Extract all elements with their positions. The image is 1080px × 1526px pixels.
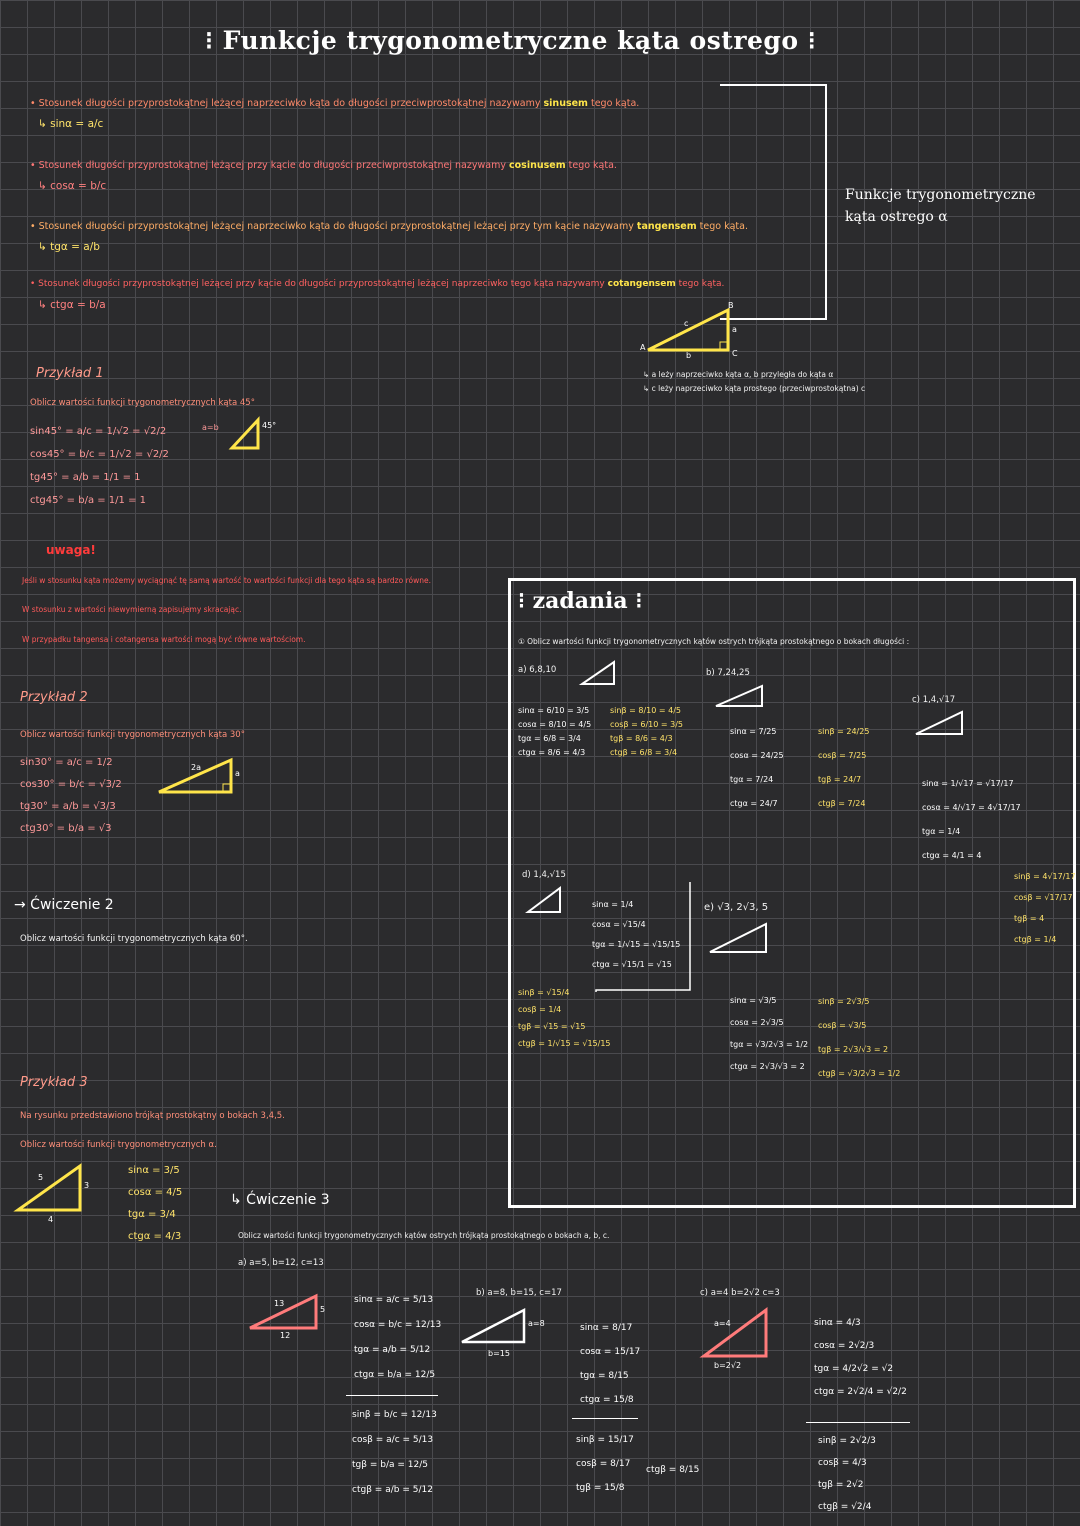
definition-tangent: • Stosunek długości przyprostokątnej leżącej naprzeciwko kąta do długości przyprostokątnej leżącej przy tym kącie nazywamy tangensem tego kąta. bbox=[30, 221, 748, 232]
svg-text:45°: 45° bbox=[262, 421, 277, 430]
zadanie-a-triangle bbox=[578, 658, 628, 690]
example1-note: W przypadku tangensa i cotangensa wartości mogą być równe wartościom. bbox=[22, 635, 306, 644]
svg-text:b=2√2: b=2√2 bbox=[714, 1361, 742, 1370]
exercise3-a-label: a) a=5, b=12, c=13 bbox=[238, 1258, 324, 1268]
zadanie-d-alpha: sinα = 1/4 cosα = √15/4 tgα = 1/√15 = √15/15 ctgα = √15/1 = √15 bbox=[592, 900, 681, 969]
example2-heading: Przykład 2 bbox=[20, 690, 88, 705]
svg-text:B: B bbox=[728, 301, 734, 310]
zadanie-c-triangle bbox=[912, 708, 972, 740]
exercise3-b-alpha: sinα = 8/17 cosα = 15/17 tgα = 8/15 ctgα = 15/8 bbox=[580, 1323, 641, 1405]
zadanie-b-alpha: sinα = 7/25 cosα = 24/25 tgα = 7/24 ctgα = 24/7 bbox=[730, 727, 784, 808]
definition-keyword: sinusem bbox=[543, 98, 588, 109]
example1-note: Jeśli w stosunku kąta możemy wyciągnąć tę samą wartość to wartości funkcji dla tego kąta są bardzo równe. bbox=[22, 576, 431, 585]
svg-text:5: 5 bbox=[38, 1173, 44, 1182]
svg-text:13: 13 bbox=[274, 1299, 285, 1308]
example3-heading: Przykład 3 bbox=[20, 1075, 88, 1090]
svg-text:5: 5 bbox=[320, 1305, 326, 1314]
example1-triangle bbox=[202, 412, 277, 457]
formula-cotangent: ↳ ctgα = b/a bbox=[38, 299, 106, 311]
example2-values: sin30° = a/c = 1/2 cos30° = b/c = √3/2 tg30° = a/b = √3/3 ctg30° = b/a = √3 bbox=[20, 757, 122, 834]
example3-triangle bbox=[14, 1158, 104, 1228]
svg-text:a=8: a=8 bbox=[528, 1319, 545, 1328]
exercise3-b-extra: ctgβ = 8/15 bbox=[646, 1465, 700, 1475]
svg-text:b: b bbox=[686, 351, 692, 360]
side-label: Funkcje trygonometryczne kąta ostrego α bbox=[845, 187, 1036, 225]
zadanie-d-beta: sinβ = √15/4 cosβ = 1/4 tgβ = √15 = √15 ctgβ = 1/√15 = √15/15 bbox=[518, 988, 611, 1048]
svg-text:c: c bbox=[684, 319, 689, 328]
exercise3-a-alpha: sinα = a/c = 5/13 cosα = b/c = 12/13 tgα = a/b = 5/12 ctgα = b/a = 12/5 bbox=[354, 1295, 442, 1380]
exercise3-a-divider bbox=[346, 1395, 438, 1396]
example3-task2: Oblicz wartości funkcji trygonometrycznych α. bbox=[20, 1140, 217, 1150]
triangle-note: ↳ a leży naprzeciwko kąta α, b przyległa do kąta α bbox=[643, 370, 834, 379]
definition-tail: tego kąta. bbox=[568, 160, 617, 171]
zadania-title: zadania bbox=[532, 588, 628, 614]
zadanie-c-beta: sinβ = 4√17/17 cosβ = √17/17 tgβ = 4 ctgβ = 1/4 bbox=[1014, 872, 1076, 944]
zadanie-e-label: e) √3, 2√3, 5 bbox=[704, 902, 769, 913]
definition-cotangent: • Stosunek długości przyprostokątnej leżącej przy kącie do długości przyprostokątnej leżącej naprzeciwko tego kąta nazywamy cotangensem tego kąta. bbox=[30, 279, 725, 289]
definition-tail: tego kąta. bbox=[678, 279, 725, 289]
sparkle-icon: ⁝ bbox=[518, 588, 533, 614]
definition-cosine: • Stosunek długości przyprostokątnej leżącej przy kącie do długości przeciwprostokątnej nazywamy cosinusem tego kąta. bbox=[30, 160, 617, 171]
definition-text: Stosunek długości przyprostokątnej leżącej przy kącie do długości przeciwprostokątnej nazywamy bbox=[38, 160, 506, 171]
example1-note: W stosunku z wartości niewymierną zapisujemy skracając. bbox=[22, 605, 242, 614]
svg-text:a: a bbox=[235, 769, 240, 778]
example3-values: sinα = 3/5 cosα = 4/5 tgα = 3/4 ctgα = 4/3 bbox=[128, 1165, 183, 1242]
sparkle-icon: ⁝ bbox=[205, 26, 223, 55]
exercise3-c-triangle bbox=[700, 1304, 800, 1370]
svg-text:b=15: b=15 bbox=[488, 1349, 510, 1358]
title-text: Funkcje trygonometryczne kąta ostrego bbox=[222, 26, 799, 55]
zadania-task: ① Oblicz wartości funkcji trygonometrycznych kątów ostrych trójkąta prostokątnego o bokach długości : bbox=[518, 637, 910, 646]
example1-task: Oblicz wartości funkcji trygonometrycznych kąta 45° bbox=[30, 398, 255, 408]
exercise3-a-beta: sinβ = b/c = 12/13 cosβ = a/c = 5/13 tgβ = b/a = 12/5 ctgβ = a/b = 5/12 bbox=[352, 1410, 437, 1495]
zadanie-a-label: a) 6,8,10 bbox=[518, 665, 557, 675]
zadanie-d-divider bbox=[596, 882, 696, 992]
exercise3-b-divider bbox=[572, 1418, 638, 1419]
exercise3-c-alpha: sinα = 4/3 cosα = 2√2/3 tgα = 4/2√2 = √2 ctgα = 2√2/4 = √2/2 bbox=[814, 1318, 907, 1397]
definition-text: Stosunek długości przyprostokątnej leżącej naprzeciwko kąta do długości przeciwprostokątnej nazywamy bbox=[38, 98, 541, 109]
exercise2-task: Oblicz wartości funkcji trygonometrycznych kąta 60°. bbox=[20, 934, 248, 944]
svg-text:12: 12 bbox=[280, 1331, 291, 1340]
zadanie-c-alpha: sinα = 1/√17 = √17/17 cosα = 4/√17 = 4√17/17 tgα = 1/4 ctgα = 4/1 = 4 bbox=[922, 779, 1021, 860]
definition-keyword: cotangensem bbox=[607, 279, 676, 289]
svg-text:a=4: a=4 bbox=[714, 1319, 731, 1328]
page-title bbox=[205, 26, 816, 55]
exercise3-a-triangle bbox=[246, 1290, 336, 1340]
zadanie-a-alpha: sinα = 6/10 = 3/5 cosα = 8/10 = 4/5 tgα = 6/8 = 3/4 ctgα = 8/6 = 4/3 bbox=[518, 706, 592, 757]
definition-text: Stosunek długości przyprostokątnej leżącej naprzeciwko kąta do długości przyprostokątnej leżącej przy tym kącie nazywamy bbox=[38, 221, 634, 232]
zadanie-b-beta: sinβ = 24/25 cosβ = 7/25 tgβ = 24/7 ctgβ = 7/24 bbox=[818, 727, 870, 808]
exercise3-b-triangle bbox=[458, 1304, 558, 1358]
formula-tangent: ↳ tgα = a/b bbox=[38, 241, 100, 253]
exercise3-c-divider bbox=[806, 1422, 910, 1423]
example3-task: Na rysunku przedstawiono trójkąt prostokątny o bokach 3,4,5. bbox=[20, 1111, 285, 1121]
svg-text:a=b: a=b bbox=[202, 423, 219, 432]
exercise3-b-label: b) a=8, b=15, c=17 bbox=[476, 1288, 562, 1298]
formula-sine: ↳ sinα = a/c bbox=[38, 118, 104, 130]
zadanie-b-triangle bbox=[712, 682, 772, 712]
zadanie-e-alpha: sinα = √3/5 cosα = 2√3/5 tgα = √3/2√3 = 1/2 ctgα = 2√3/√3 = 2 bbox=[730, 996, 809, 1071]
zadanie-e-triangle bbox=[706, 918, 786, 958]
example1-values: sin45° = a/c = 1/√2 = √2/2 cos45° = b/c = 1/√2 = √2/2 tg45° = a/b = 1/1 = 1 ctg45° = b/a = 1/1 = 1 bbox=[30, 426, 169, 506]
example2-triangle bbox=[155, 752, 245, 802]
svg-text:3: 3 bbox=[84, 1181, 90, 1190]
definition-sine: • Stosunek długości przyprostokątnej leżącej naprzeciwko kąta do długości przeciwprostokątnej nazywamy sinusem tego kąta. bbox=[30, 98, 640, 109]
definition-keyword: tangensem bbox=[636, 221, 697, 232]
zadanie-a-beta: sinβ = 8/10 = 4/5 cosβ = 6/10 = 3/5 tgβ = 8/6 = 4/3 ctgβ = 6/8 = 3/4 bbox=[610, 706, 683, 757]
formula-cosine: ↳ cosα = b/c bbox=[38, 180, 107, 192]
zadanie-e-beta: sinβ = 2√3/5 cosβ = √3/5 tgβ = 2√3/√3 = 2 ctgβ = √3/2√3 = 1/2 bbox=[818, 997, 901, 1078]
exercise3-b-beta: sinβ = 15/17 cosβ = 8/17 tgβ = 15/8 bbox=[576, 1435, 634, 1493]
zadanie-d-label: d) 1,4,√15 bbox=[522, 870, 566, 880]
svg-text:C: C bbox=[732, 349, 738, 358]
exercise2-heading: → Ćwiczenie 2 bbox=[14, 897, 114, 913]
svg-text:4: 4 bbox=[48, 1215, 54, 1224]
example1-remember: uwaga! bbox=[46, 543, 96, 557]
exercise3-c-label: c) a=4 b=2√2 c=3 bbox=[700, 1288, 780, 1298]
definitions-bracket bbox=[720, 84, 827, 320]
example2-task: Oblicz wartości funkcji trygonometrycznych kąta 30° bbox=[20, 730, 245, 740]
definition-tail: tego kąta. bbox=[590, 98, 640, 109]
definition-tail: tego kąta. bbox=[699, 221, 748, 232]
svg-text:2a: 2a bbox=[191, 763, 201, 772]
definition-keyword: cosinusem bbox=[509, 160, 566, 171]
zadanie-b-label: b) 7,24,25 bbox=[706, 668, 750, 678]
example1-heading: Przykład 1 bbox=[36, 366, 104, 381]
svg-text:A: A bbox=[640, 343, 646, 352]
sparkle-icon: ⁝ bbox=[798, 26, 817, 55]
svg-text:a: a bbox=[732, 325, 737, 334]
definition-text: Stosunek długości przyprostokątnej leżącej przy kącie do długości przyprostokątnej leżącej naprzeciwko tego kąta nazywamy bbox=[38, 279, 605, 289]
sparkle-icon: ⁝ bbox=[627, 588, 643, 614]
zadanie-d-triangle bbox=[524, 884, 574, 920]
zadania-heading bbox=[518, 588, 642, 614]
zadanie-c-label: c) 1,4,√17 bbox=[912, 695, 956, 705]
exercise3-heading: ↳ Ćwiczenie 3 bbox=[230, 1192, 330, 1208]
exercise3-c-beta: sinβ = 2√2/3 cosβ = 4/3 tgβ = 2√2 ctgβ = √2/4 bbox=[818, 1436, 876, 1512]
exercise3-task: Oblicz wartości funkcji trygonometrycznych kątów ostrych trójkąta prostokątnego o bokach a, b, c. bbox=[238, 1231, 610, 1240]
reference-triangle bbox=[640, 300, 750, 360]
triangle-note: ↳ c leży naprzeciwko kąta prostego (przeciwprostokątna) c bbox=[643, 384, 866, 393]
